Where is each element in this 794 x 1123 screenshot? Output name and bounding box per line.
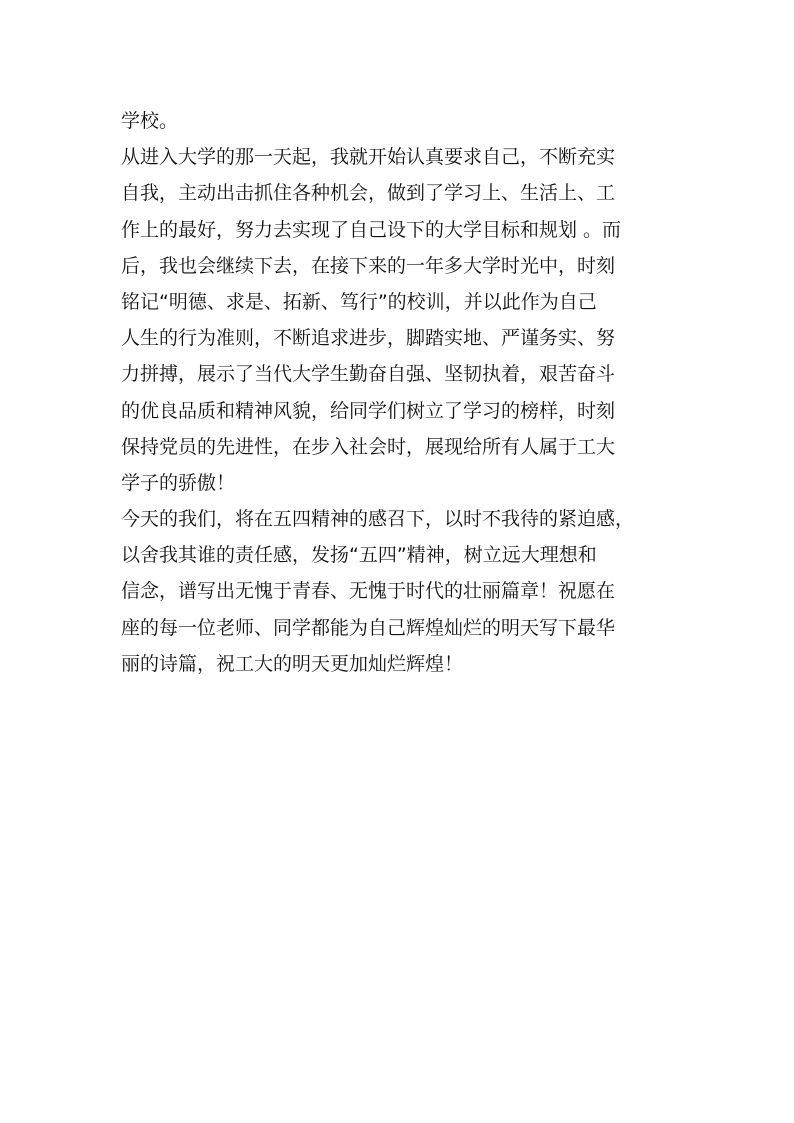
text-line: 以舍我其谁的责任感，发扬“五四”精神，树立远大理想和	[121, 544, 597, 567]
text-line: 保持党员的先进性，在步入社会时，展现给所有人属于工大	[121, 435, 616, 458]
text-line: 作上的最好，努力去实现了自己设下的大学目标和规划 。而	[121, 218, 622, 241]
text-line: 人生的行为准则，不断追求进步，脚踏实地、严谨务实、努	[121, 327, 616, 350]
text-line: 信念，谱写出无愧于青春、无愧于时代的壮丽篇章！祝愿在	[121, 580, 616, 603]
text-line: 后，我也会继续下去，在接下来的一年多大学时光中，时刻	[121, 254, 616, 277]
text-line: 自我，主动出击抓住各种机会，做到了学习上、生活上、工	[121, 182, 616, 205]
text-line: 丽的诗篇，祝工大的明天更加灿烂辉煌！	[121, 652, 464, 675]
text-line: 铭记“明德、求是、拓新、笃行”的校训，并以此作为自己	[121, 290, 597, 313]
text-line: 从进入大学的那一天起，我就开始认真要求自己，不断充实	[121, 146, 616, 169]
text-line: 座的每一位老师、同学都能为自己辉煌灿烂的明天写下最华	[121, 616, 616, 639]
document-body	[121, 103, 681, 682]
text-line: 力拼搏，展示了当代大学生勤奋自强、坚韧执着，艰苦奋斗	[121, 363, 616, 386]
text-line: 学校。	[121, 110, 179, 132]
text-line: 学子的骄傲！	[121, 471, 236, 494]
text-line: 今天的我们，将在五四精神的感召下，以时不我待的紧迫感，	[121, 508, 635, 531]
text-line: 的优良品质和精神风貌，给同学们树立了学习的榜样，时刻	[121, 399, 616, 422]
